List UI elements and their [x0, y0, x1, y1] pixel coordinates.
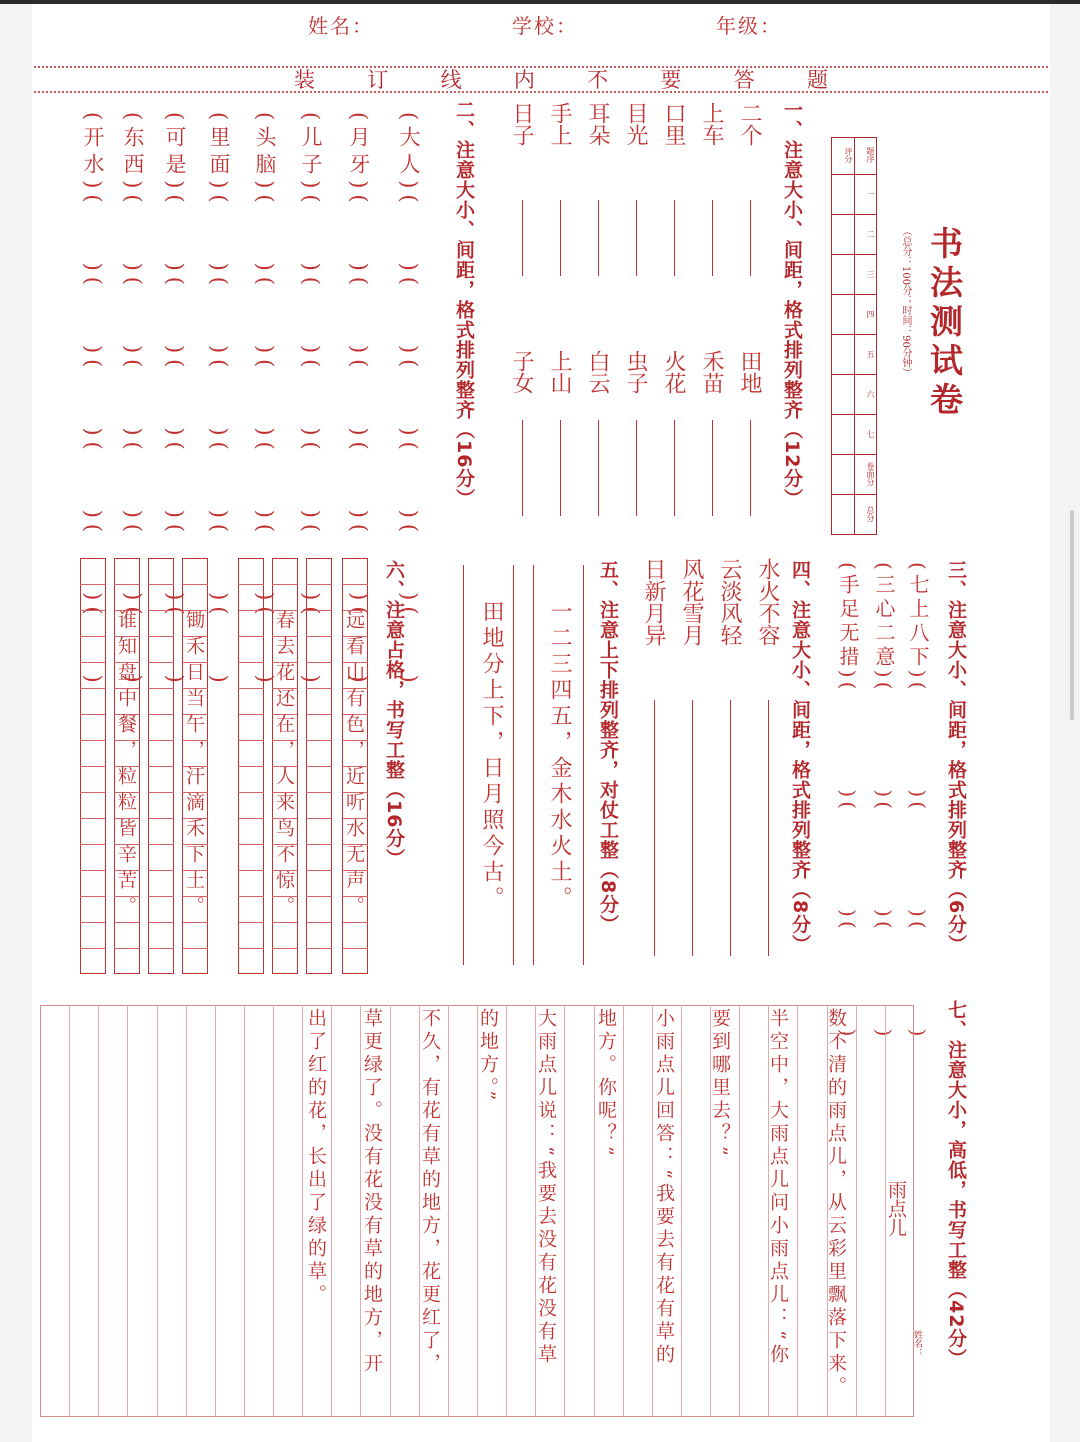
score-col: 七	[866, 430, 875, 438]
s6-grid-line	[148, 688, 174, 689]
s6-grid-line	[148, 714, 174, 715]
score-col-line	[832, 254, 876, 255]
s7-column-line	[98, 1005, 99, 1417]
s6-grid-line	[342, 584, 368, 585]
score-col-line	[832, 214, 876, 215]
score-col: 二	[866, 230, 875, 238]
s6-grid-line	[80, 584, 106, 585]
binding-char: 要	[660, 68, 682, 92]
s7-poem-line: 小雨点儿回答：“我要去有花有草的	[653, 1008, 675, 1367]
s1-word-b: 上山	[547, 350, 572, 394]
s7-column-line	[302, 1005, 303, 1417]
s4-row: 日新月异	[641, 558, 666, 646]
s1-line	[750, 420, 751, 516]
s6-grid-line	[306, 922, 332, 923]
s6-grid-line	[238, 792, 264, 793]
s6-grid-line	[148, 740, 174, 741]
s6-grid-line	[306, 896, 332, 897]
score-col-line	[832, 454, 876, 455]
s6-grid-line	[80, 662, 106, 663]
s2-row: (东西)( )( )( )( )( )( )	[121, 112, 145, 689]
s6-grid-line	[238, 948, 264, 949]
s6-grid-line	[306, 948, 332, 949]
s6-grid-line	[238, 922, 264, 923]
s7-column-line	[331, 1005, 332, 1417]
s1-line	[560, 420, 561, 516]
s6-grid-line	[238, 636, 264, 637]
s7-column-line	[797, 1005, 798, 1417]
s1-word-a: 日子	[509, 102, 534, 146]
s1-word-b: 虫子	[623, 350, 648, 394]
s1-word-b: 禾苗	[699, 350, 724, 394]
s6-grid-line	[148, 662, 174, 663]
s2-row: (月牙)( )( )( )( )( )( )	[347, 112, 371, 689]
section3-heading: 三、注意大小、间距，格式排列整齐（6分）	[945, 560, 967, 955]
section7-name-label: 姓名：	[912, 1330, 922, 1357]
s6-grid-line	[80, 610, 106, 611]
s6-grid-line	[238, 896, 264, 897]
s1-line	[674, 200, 675, 276]
s7-poem-line: 草更绿了。没有花没有草的地方，开	[361, 1008, 383, 1376]
s1-word-b: 白云	[585, 350, 610, 394]
s6-grid-line	[238, 584, 264, 585]
s6-grid-line	[114, 948, 140, 949]
s1-word-a: 耳朵	[585, 102, 610, 146]
section7-heading: 七、注意大小，高低，书写工整（42分）	[945, 1000, 967, 1369]
s6-grid-line	[80, 896, 106, 897]
s7-poem-line: 大雨点儿说：“我要去没有花没有草	[535, 1008, 557, 1367]
section2-heading: 二、注意大小、间距，格式排列整齐（16分）	[453, 100, 475, 509]
s7-poem-line: 出了红的花，长出了绿的草。	[305, 1008, 327, 1307]
s1-word-a: 目光	[623, 102, 648, 146]
s6-grid-line	[80, 844, 106, 845]
s6-grid-line	[80, 792, 106, 793]
score-row-header: 题序	[866, 147, 875, 163]
s1-line	[522, 420, 523, 516]
s6-line-text: 谁知盘中餐，粒粒皆辛苦。	[115, 610, 137, 922]
s2-row: (可是)( )( )( )( )( )( )	[163, 112, 187, 689]
s1-line	[598, 420, 599, 516]
s7-column-line	[506, 1005, 507, 1417]
s6-grid-line	[306, 636, 332, 637]
s6-grid-line	[238, 844, 264, 845]
s6-line-text: 春去花还在，人来鸟不惊。	[273, 610, 295, 922]
s1-word-b: 火花	[661, 350, 686, 394]
s6-line-text: 远看山有色，近听水无声。	[343, 610, 365, 922]
s6-grid-line	[148, 896, 174, 897]
score-col-line	[832, 174, 876, 175]
s6-grid-line	[342, 948, 368, 949]
score-col-line	[832, 374, 876, 375]
s6-grid-line	[80, 714, 106, 715]
s1-word-a: 口里	[661, 102, 686, 146]
s7-poem-line: 数不清的雨点儿，从云彩里飘落下来。	[825, 1008, 847, 1399]
s6-grid-line	[238, 610, 264, 611]
s6-grid-line	[80, 636, 106, 637]
s7-column-line	[215, 1005, 216, 1417]
s3-row: (三心二意)( )( )( )	[872, 562, 896, 1041]
s7-poem-line: 的地方。”	[477, 1008, 499, 1105]
s5-row: 一二三四五，金木水火土。	[547, 600, 572, 912]
s7-column-line	[564, 1005, 565, 1417]
s6-grid-line	[306, 766, 332, 767]
s6-grid-line	[272, 584, 298, 585]
s4-line	[692, 700, 693, 956]
s6-grid-line	[148, 610, 174, 611]
score-col: 四	[866, 310, 875, 318]
grade-label: 年级：	[716, 14, 782, 38]
score-table	[831, 137, 877, 535]
s7-column-line	[157, 1005, 158, 1417]
score-col-line	[832, 494, 876, 495]
s5-line	[583, 565, 584, 965]
s1-word-b: 田地	[737, 350, 762, 394]
s7-column-line	[448, 1005, 449, 1417]
s7-column-line	[186, 1005, 187, 1417]
s4-line	[768, 700, 769, 956]
binding-char: 题	[806, 68, 828, 92]
section4-heading: 四、注意大小、间距，格式排列整齐（8分）	[789, 560, 811, 955]
score-col: 三	[866, 270, 875, 278]
score-col: 五	[866, 350, 875, 358]
s6-grid-line	[80, 922, 106, 923]
s6-grid-line	[80, 740, 106, 741]
s1-line	[636, 200, 637, 276]
s7-poem-line: 要到哪里去？”	[709, 1008, 731, 1160]
s1-word-a: 手上	[547, 102, 572, 146]
binding-char: 不	[587, 68, 609, 92]
right-margin	[1050, 0, 1080, 1442]
s6-grid-line	[148, 922, 174, 923]
page-title: 书法测试卷	[925, 226, 964, 421]
s6-grid-line	[306, 610, 332, 611]
score-table-divider	[854, 138, 855, 534]
s6-grid-line	[238, 714, 264, 715]
score-col-line	[832, 414, 876, 415]
s6-grid-line	[80, 818, 106, 819]
s6-grid-line	[148, 766, 174, 767]
s6-grid-line	[80, 766, 106, 767]
s6-grid-line	[114, 584, 140, 585]
s4-line	[654, 700, 655, 956]
s6-grid-line	[148, 818, 174, 819]
s6-grid-line	[148, 870, 174, 871]
s7-column-line	[390, 1005, 391, 1417]
s6-grid-line	[306, 662, 332, 663]
s6-line-text: 锄禾日当午，汗滴禾下土。	[183, 610, 205, 922]
score-col: 六	[866, 390, 875, 398]
s1-word-b: 子女	[509, 350, 534, 394]
name-label: 姓名：	[308, 14, 374, 38]
s1-line	[712, 200, 713, 276]
top-bar	[0, 0, 1080, 4]
s7-column-line	[127, 1005, 128, 1417]
s6-grid-line	[238, 662, 264, 663]
binding-char: 订	[367, 68, 389, 92]
s1-line	[522, 200, 523, 276]
s6-grid-line	[148, 844, 174, 845]
s2-row: (里面)( )( )( )( )( )( )	[207, 112, 231, 689]
s6-grid-line	[182, 948, 208, 949]
s1-line	[560, 200, 561, 276]
section1-heading: 一、注意大小、间距，格式排列整齐（12分）	[781, 100, 803, 509]
left-margin	[0, 0, 32, 1442]
s6-grid-line	[306, 714, 332, 715]
s6-grid-line	[342, 922, 368, 923]
s2-row: (开水)( )( )( )( )( )( )	[81, 112, 105, 689]
s6-grid-line	[148, 584, 174, 585]
section6-heading: 六、注意占格，书写工整（16分）	[383, 560, 405, 869]
score-col-line	[832, 334, 876, 335]
s6-grid-line	[306, 870, 332, 871]
s3-row: (七上八下)( )( )( )	[906, 562, 930, 1041]
s7-column-line	[273, 1005, 274, 1417]
s1-line	[674, 420, 675, 516]
s1-line	[712, 420, 713, 516]
s6-grid-line	[238, 688, 264, 689]
s6-grid-line	[306, 792, 332, 793]
score-col: 卷面分	[866, 462, 875, 486]
s1-line	[750, 200, 751, 276]
s6-grid-line	[306, 740, 332, 741]
school-label: 学校：	[512, 14, 578, 38]
s4-row: 水火不容	[755, 558, 780, 646]
s7-column-line	[623, 1005, 624, 1417]
binding-line-text	[34, 64, 1048, 94]
s6-grid-line	[182, 922, 208, 923]
s7-poem-line: 半空中，大雨点儿问小雨点儿：“你	[767, 1008, 789, 1367]
s3-row: (手足无措)( )( )( )	[836, 562, 860, 1041]
s6-grid-line	[306, 844, 332, 845]
s6-grid-line	[182, 584, 208, 585]
s1-line	[598, 200, 599, 276]
score-col: 总分	[866, 506, 875, 522]
s4-row: 风花雪月	[679, 558, 704, 646]
s1-line	[636, 420, 637, 516]
s2-row: (儿子)( )( )( )( )( )( )	[299, 112, 323, 689]
s7-column-line	[856, 1005, 857, 1417]
s1-word-a: 上车	[699, 102, 724, 146]
page-subtitle: （总分：100分；时间：90分钟）	[900, 226, 911, 378]
binding-char: 装	[294, 68, 315, 92]
s6-grid-line	[306, 688, 332, 689]
s5-line	[533, 565, 534, 965]
s2-row: (大人)( )( )( )( )( )( )	[397, 112, 421, 689]
s6-grid-line	[114, 922, 140, 923]
s6-grid-line	[306, 584, 332, 585]
s7-poem-title: 雨点儿	[885, 1180, 907, 1237]
s6-grid-line	[80, 870, 106, 871]
s6-grid-line	[238, 870, 264, 871]
s6-grid-line	[272, 948, 298, 949]
score-score-header: 评分	[844, 147, 853, 163]
s7-poem-line: 地方。你呢？”	[595, 1008, 617, 1160]
s5-line	[463, 565, 464, 965]
s1-word-a: 二个	[737, 102, 762, 146]
s7-column-line	[681, 1005, 682, 1417]
scrollbar[interactable]	[1070, 510, 1074, 720]
s2-row: (头脑)( )( )( )( )( )( )	[253, 112, 277, 689]
s6-grid-line	[80, 688, 106, 689]
s4-line	[730, 700, 731, 956]
s6-grid-line	[238, 818, 264, 819]
s5-row: 田地分上下，日月照今古。	[479, 600, 504, 912]
binding-char: 答	[733, 68, 755, 92]
s7-poem-line: 不久，有花有草的地方，花更红了，	[419, 1008, 441, 1376]
s7-column-line	[69, 1005, 70, 1417]
s7-column-line	[739, 1005, 740, 1417]
s5-line	[513, 565, 514, 965]
s6-grid-line	[238, 740, 264, 741]
s6-grid-line	[306, 818, 332, 819]
s4-row: 云淡风轻	[717, 558, 742, 646]
s6-grid-line	[238, 766, 264, 767]
s7-column-line	[244, 1005, 245, 1417]
s6-grid-line	[148, 792, 174, 793]
s6-grid-line	[80, 948, 106, 949]
binding-char: 内	[513, 68, 535, 92]
s6-grid-line	[148, 636, 174, 637]
score-col-line	[832, 294, 876, 295]
section5-heading: 五、注意上下排列整齐，对仗工整（8分）	[597, 560, 619, 935]
s6-grid-line	[272, 922, 298, 923]
binding-char: 线	[440, 68, 462, 92]
score-col: 一	[866, 190, 875, 198]
s6-grid-line	[148, 948, 174, 949]
